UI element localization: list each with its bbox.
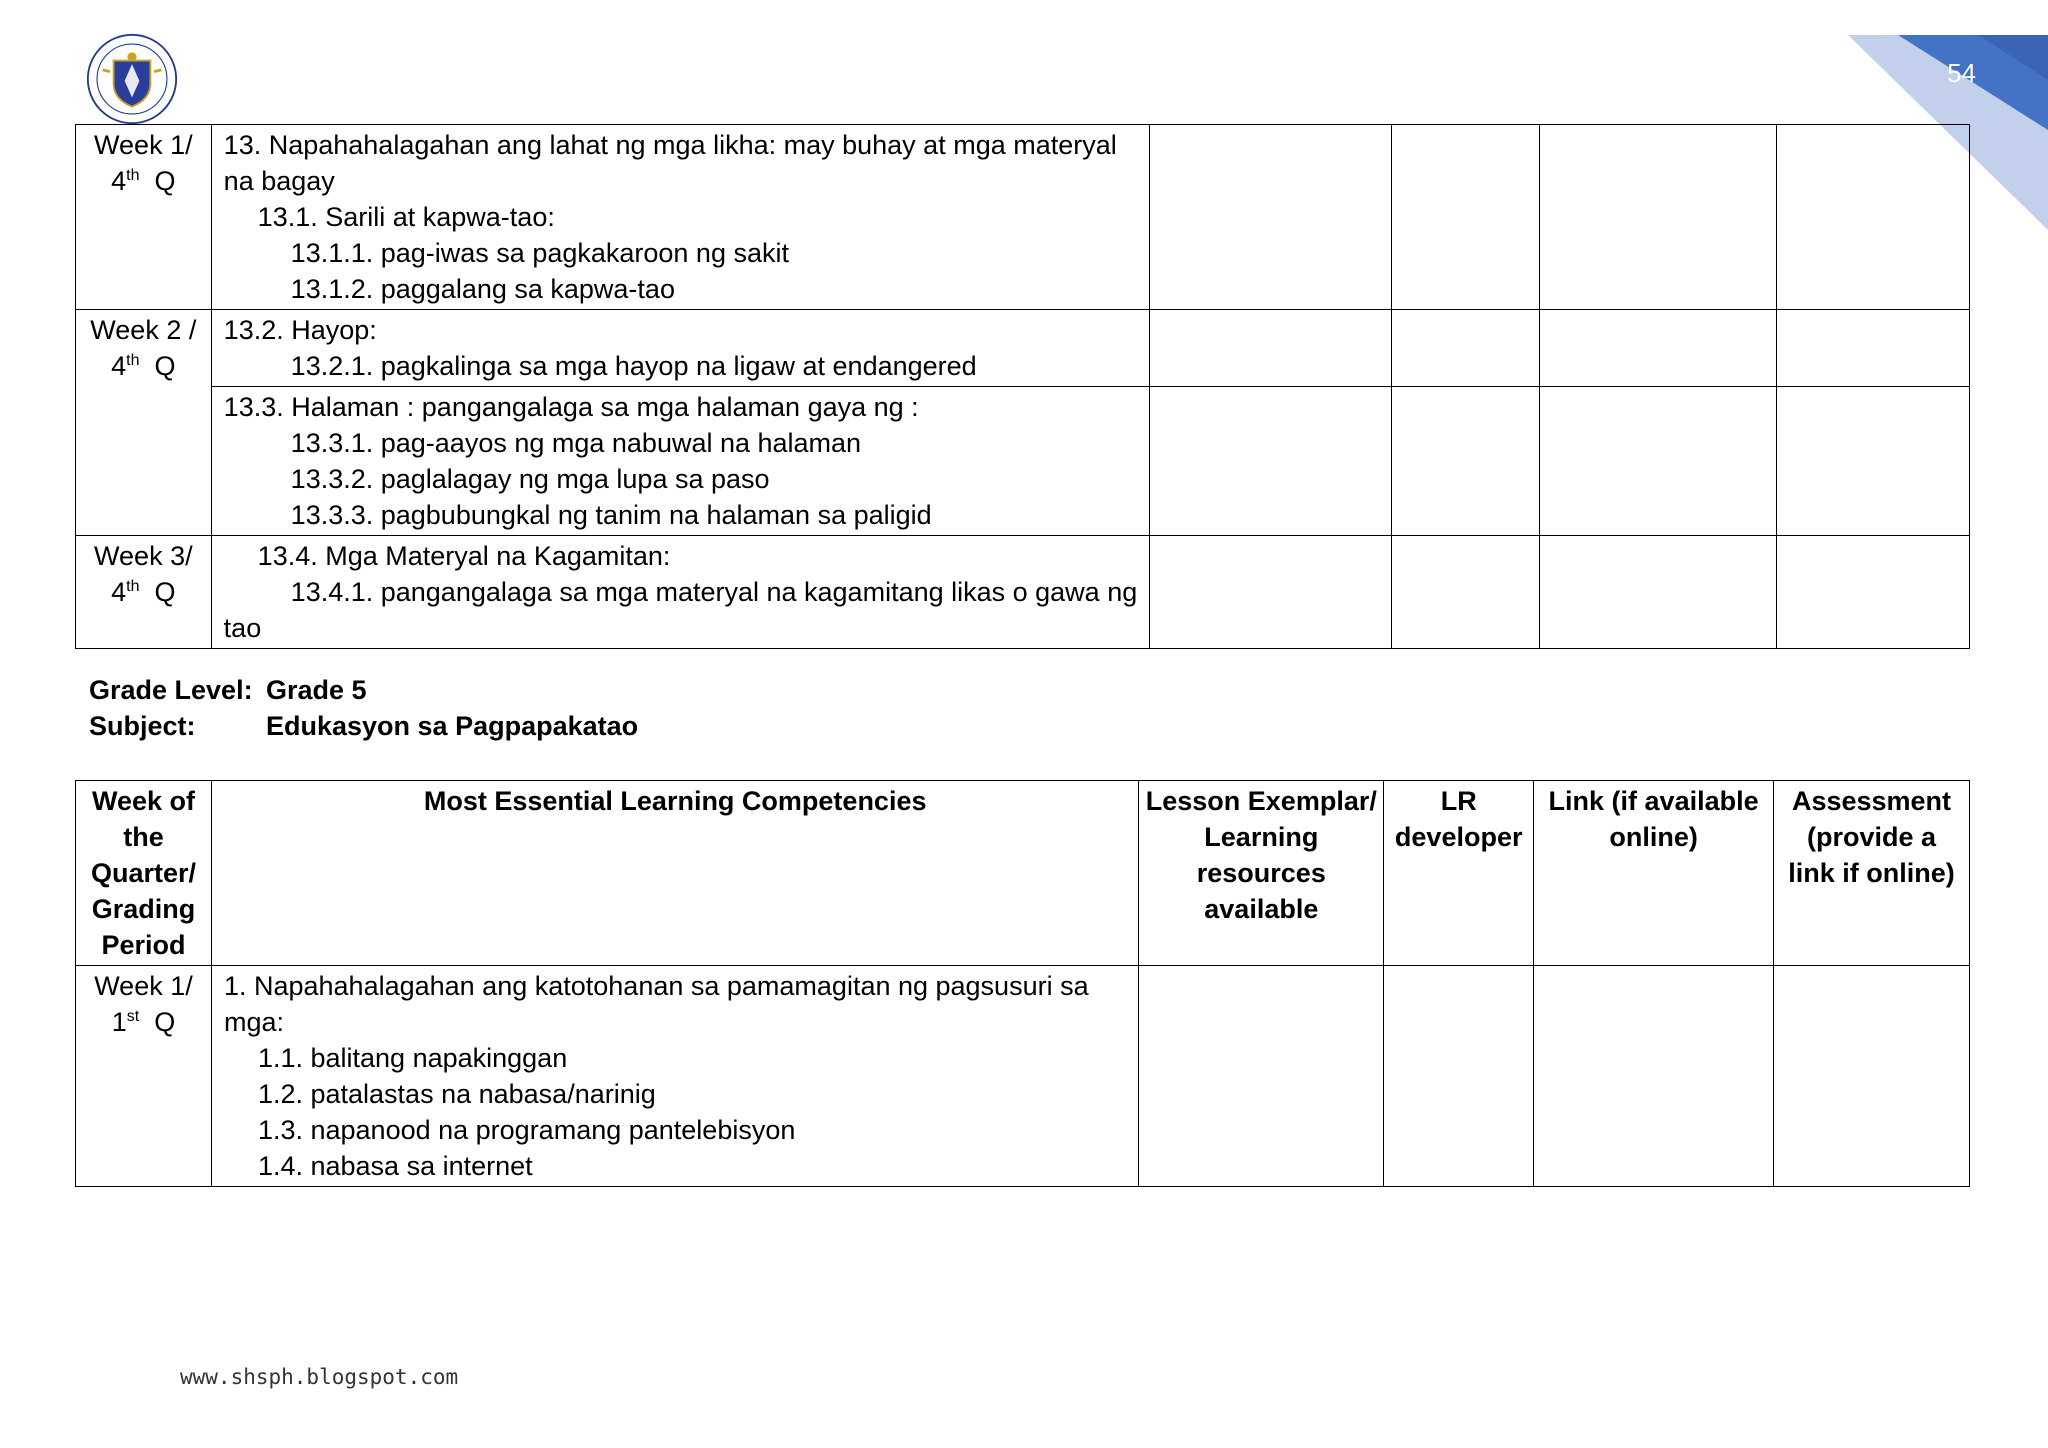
grade-level-value: Grade 5 [266, 675, 367, 705]
empty-cell [1391, 387, 1539, 536]
table-row [76, 966, 1970, 1187]
empty-cell [1150, 387, 1392, 536]
empty-cell [1150, 310, 1392, 387]
empty-cell [1774, 966, 1970, 1187]
table-row [76, 310, 1970, 387]
competency-cell: 13. Napahahalagahan ang lahat ng mga likha: may buhay at mga materyal na bagay 13.1. Sarili at kapwa-tao: 13.1.1. pag-iwas sa pagkakaroon ng sakit 13.1.2. paggalang sa kapwa-tao [211, 125, 1150, 310]
header-week: Week of the Quarter/ Grading Period [76, 781, 212, 966]
week-cell: Week 1/ 4th Q [76, 125, 212, 310]
empty-cell [1534, 966, 1774, 1187]
empty-cell [1539, 387, 1776, 536]
empty-cell [1384, 966, 1534, 1187]
empty-cell [1539, 536, 1776, 649]
empty-cell [1391, 125, 1539, 310]
header-lr-developer: LR developer [1384, 781, 1534, 966]
empty-cell [1539, 310, 1776, 387]
header-lesson-exemplar: Lesson Exemplar/ Learning resources available [1139, 781, 1384, 966]
competency-cell: 13.3. Halaman : pangangalaga sa mga halaman gaya ng : 13.3.1. pag-aayos ng mga nabuwal na halaman 13.3.2. paglalagay ng mga lupa sa paso 13.3.3. pagbubungkal ng tanim na halaman sa paligid [211, 387, 1150, 536]
empty-cell [1139, 966, 1384, 1187]
empty-cell [1391, 536, 1539, 649]
grade-level-label: Grade Level: [89, 675, 253, 705]
empty-cell [1391, 310, 1539, 387]
competency-cell: 13.4. Mga Materyal na Kagamitan: 13.4.1. pangangalaga sa mga materyal na kagamitang likas o gawa ng tao [211, 536, 1150, 649]
header-assessment: Assessment (provide a link if online) [1774, 781, 1970, 966]
week-cell: Week 2 / 4th Q [76, 310, 212, 536]
empty-cell [1539, 125, 1776, 310]
empty-cell [1150, 536, 1392, 649]
footer-url: www.shsph.blogspot.com [180, 1365, 459, 1389]
table-row [76, 125, 1970, 310]
grade-subject-info [89, 672, 638, 744]
table-row [76, 387, 1970, 536]
header-link: Link (if available online) [1534, 781, 1774, 966]
deped-seal-logo [86, 33, 178, 125]
competency-table-grade5 [75, 780, 1970, 1187]
empty-cell [1776, 310, 1969, 387]
table-row [76, 536, 1970, 649]
competency-cell: 13.2. Hayop: 13.2.1. pagkalinga sa mga hayop na ligaw at endangered [211, 310, 1150, 387]
table-header-row [76, 781, 1970, 966]
empty-cell [1776, 387, 1969, 536]
page-number: 54 [1947, 58, 1976, 88]
empty-cell [1776, 536, 1969, 649]
week-cell: Week 3/ 4th Q [76, 536, 212, 649]
empty-cell [1150, 125, 1392, 310]
week-cell: Week 1/ 1st Q [76, 966, 212, 1187]
competency-cell: 1. Napahahalagahan ang katotohanan sa pamamagitan ng pagsusuri sa mga: 1.1. balitang napakinggan 1.2. patalastas na nabasa/narinig 1.3. napanood na programang pantelebisyon 1.4. nabasa sa internet [211, 966, 1138, 1187]
competency-table-continued [75, 124, 1970, 649]
header-competencies: Most Essential Learning Competencies [211, 781, 1138, 966]
subject-value: Edukasyon sa Pagpapakatao [266, 711, 639, 741]
empty-cell [1776, 125, 1969, 310]
subject-label: Subject: [89, 711, 196, 741]
